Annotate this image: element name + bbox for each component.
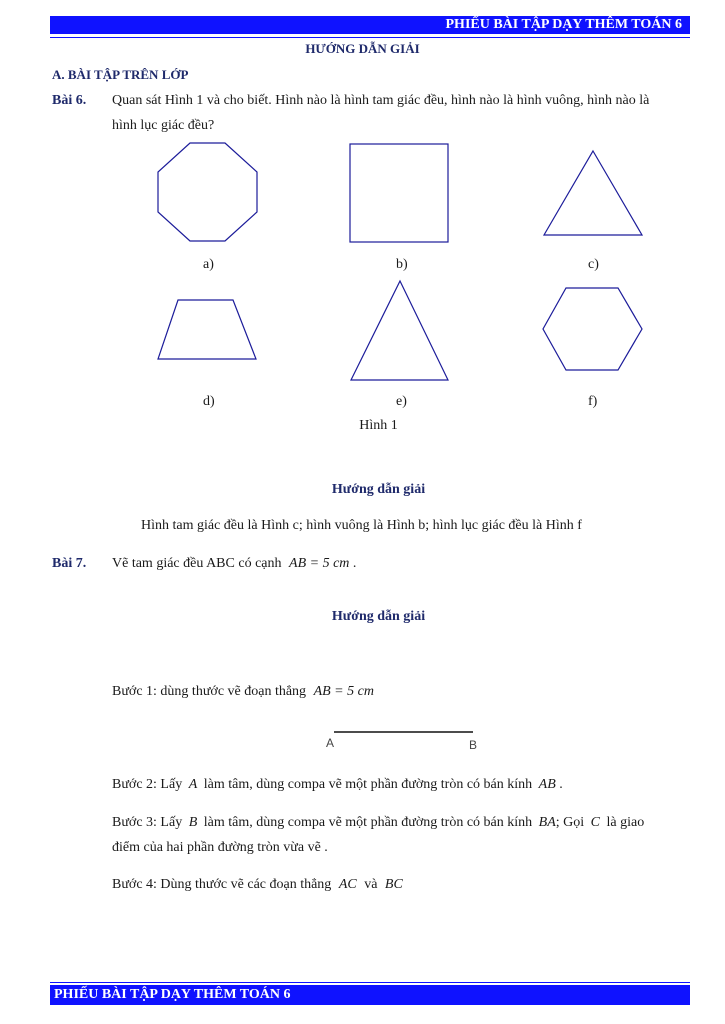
shape-label-b: b) bbox=[396, 257, 408, 272]
segment-ab-figure bbox=[320, 726, 490, 756]
step3-line2: điểm của hai phần đường tròn vừa vẽ . bbox=[112, 840, 328, 855]
step3-var-c: C bbox=[590, 815, 600, 830]
hexagon-shape-f bbox=[538, 284, 648, 376]
step4-var-ac: AC bbox=[338, 877, 357, 892]
segment-label-b: B bbox=[469, 738, 478, 752]
step4-and: và bbox=[364, 877, 378, 892]
step2-var-a: A bbox=[188, 777, 198, 792]
bai7-guide-heading: Hướng dẫn giải bbox=[331, 609, 426, 624]
bai6-guide-heading: Hướng dẫn giải bbox=[331, 482, 426, 497]
square-shape-b bbox=[345, 140, 455, 245]
step3-var-ba: BA bbox=[538, 815, 556, 830]
shape-label-d: d) bbox=[203, 394, 215, 409]
footer-title: PHIẾU BÀI TẬP DẠY THÊM TOÁN 6 bbox=[54, 987, 291, 1002]
bai6-question-line1: Quan sát Hình 1 và cho biết. Hình nào là hình tam giác đều, hình nào là hình vuông, hình nào là bbox=[112, 93, 650, 108]
header-rule bbox=[50, 37, 690, 38]
footer-bar bbox=[50, 985, 690, 1005]
footer-rule bbox=[50, 982, 690, 983]
bai7-label: Bài 7. bbox=[52, 556, 87, 571]
step3-text-1: Bước 3: Lấy bbox=[112, 815, 183, 830]
bai6-answer: Hình tam giác đều là Hình c; hình vuông là Hình b; hình lục giác đều là Hình f bbox=[141, 518, 582, 533]
step1 bbox=[112, 682, 374, 702]
step3-var-b: B bbox=[188, 815, 198, 830]
shape-label-a: a) bbox=[203, 257, 214, 272]
figure-caption: Hình 1 bbox=[359, 418, 398, 433]
step2-end: . bbox=[559, 777, 563, 792]
step4-var-bc: BC bbox=[384, 877, 403, 892]
step2-text-2: làm tâm, dùng compa vẽ một phần đường tròn có bán kính bbox=[203, 777, 533, 792]
page-title: HƯỚNG DẪN GIẢI bbox=[305, 41, 420, 56]
segment-label-a: A bbox=[326, 736, 335, 750]
bai6-question-line2: hình lục giác đều? bbox=[112, 118, 215, 133]
shape-label-c: c) bbox=[588, 257, 599, 272]
triangle-shape-e bbox=[345, 278, 455, 384]
step3-text-2: làm tâm, dùng compa vẽ một phần đường tròn có bán kính bbox=[203, 815, 533, 830]
shape-label-e: e) bbox=[396, 394, 407, 409]
bai7-question-math: AB = 5 cm bbox=[289, 556, 350, 571]
step3 bbox=[112, 813, 702, 833]
step2-text-1: Bước 2: Lấy bbox=[112, 777, 183, 792]
section-a-heading: A. BÀI TẬP TRÊN LỚP bbox=[52, 67, 189, 82]
bai6-label: Bài 6. bbox=[52, 93, 87, 108]
bai7-question-text: Vẽ tam giác đều ABC có cạnh bbox=[112, 556, 282, 571]
header-title: PHIẾU BÀI TẬP DẠY THÊM TOÁN 6 bbox=[445, 17, 682, 32]
shape-label-f: f) bbox=[588, 394, 598, 409]
bai7-question-suffix: . bbox=[352, 556, 357, 571]
header-bar bbox=[50, 16, 690, 34]
step2-var-ab: AB bbox=[538, 777, 556, 792]
step3-text-3: ; Gọi bbox=[555, 815, 585, 830]
step1-math: AB = 5 cm bbox=[313, 684, 374, 699]
step1-text: Bước 1: dùng thước vẽ đoạn thẳng bbox=[112, 684, 307, 699]
step4-text: Bước 4: Dùng thước vẽ các đoạn thẳng bbox=[112, 877, 332, 892]
octagon-shape-a bbox=[150, 140, 265, 245]
triangle-shape-c bbox=[540, 148, 650, 240]
trapezoid-shape-d bbox=[152, 294, 262, 364]
step2 bbox=[112, 775, 563, 795]
step3-text-4: là giao bbox=[606, 815, 645, 830]
step4 bbox=[112, 875, 403, 895]
bai7-question bbox=[112, 554, 356, 574]
